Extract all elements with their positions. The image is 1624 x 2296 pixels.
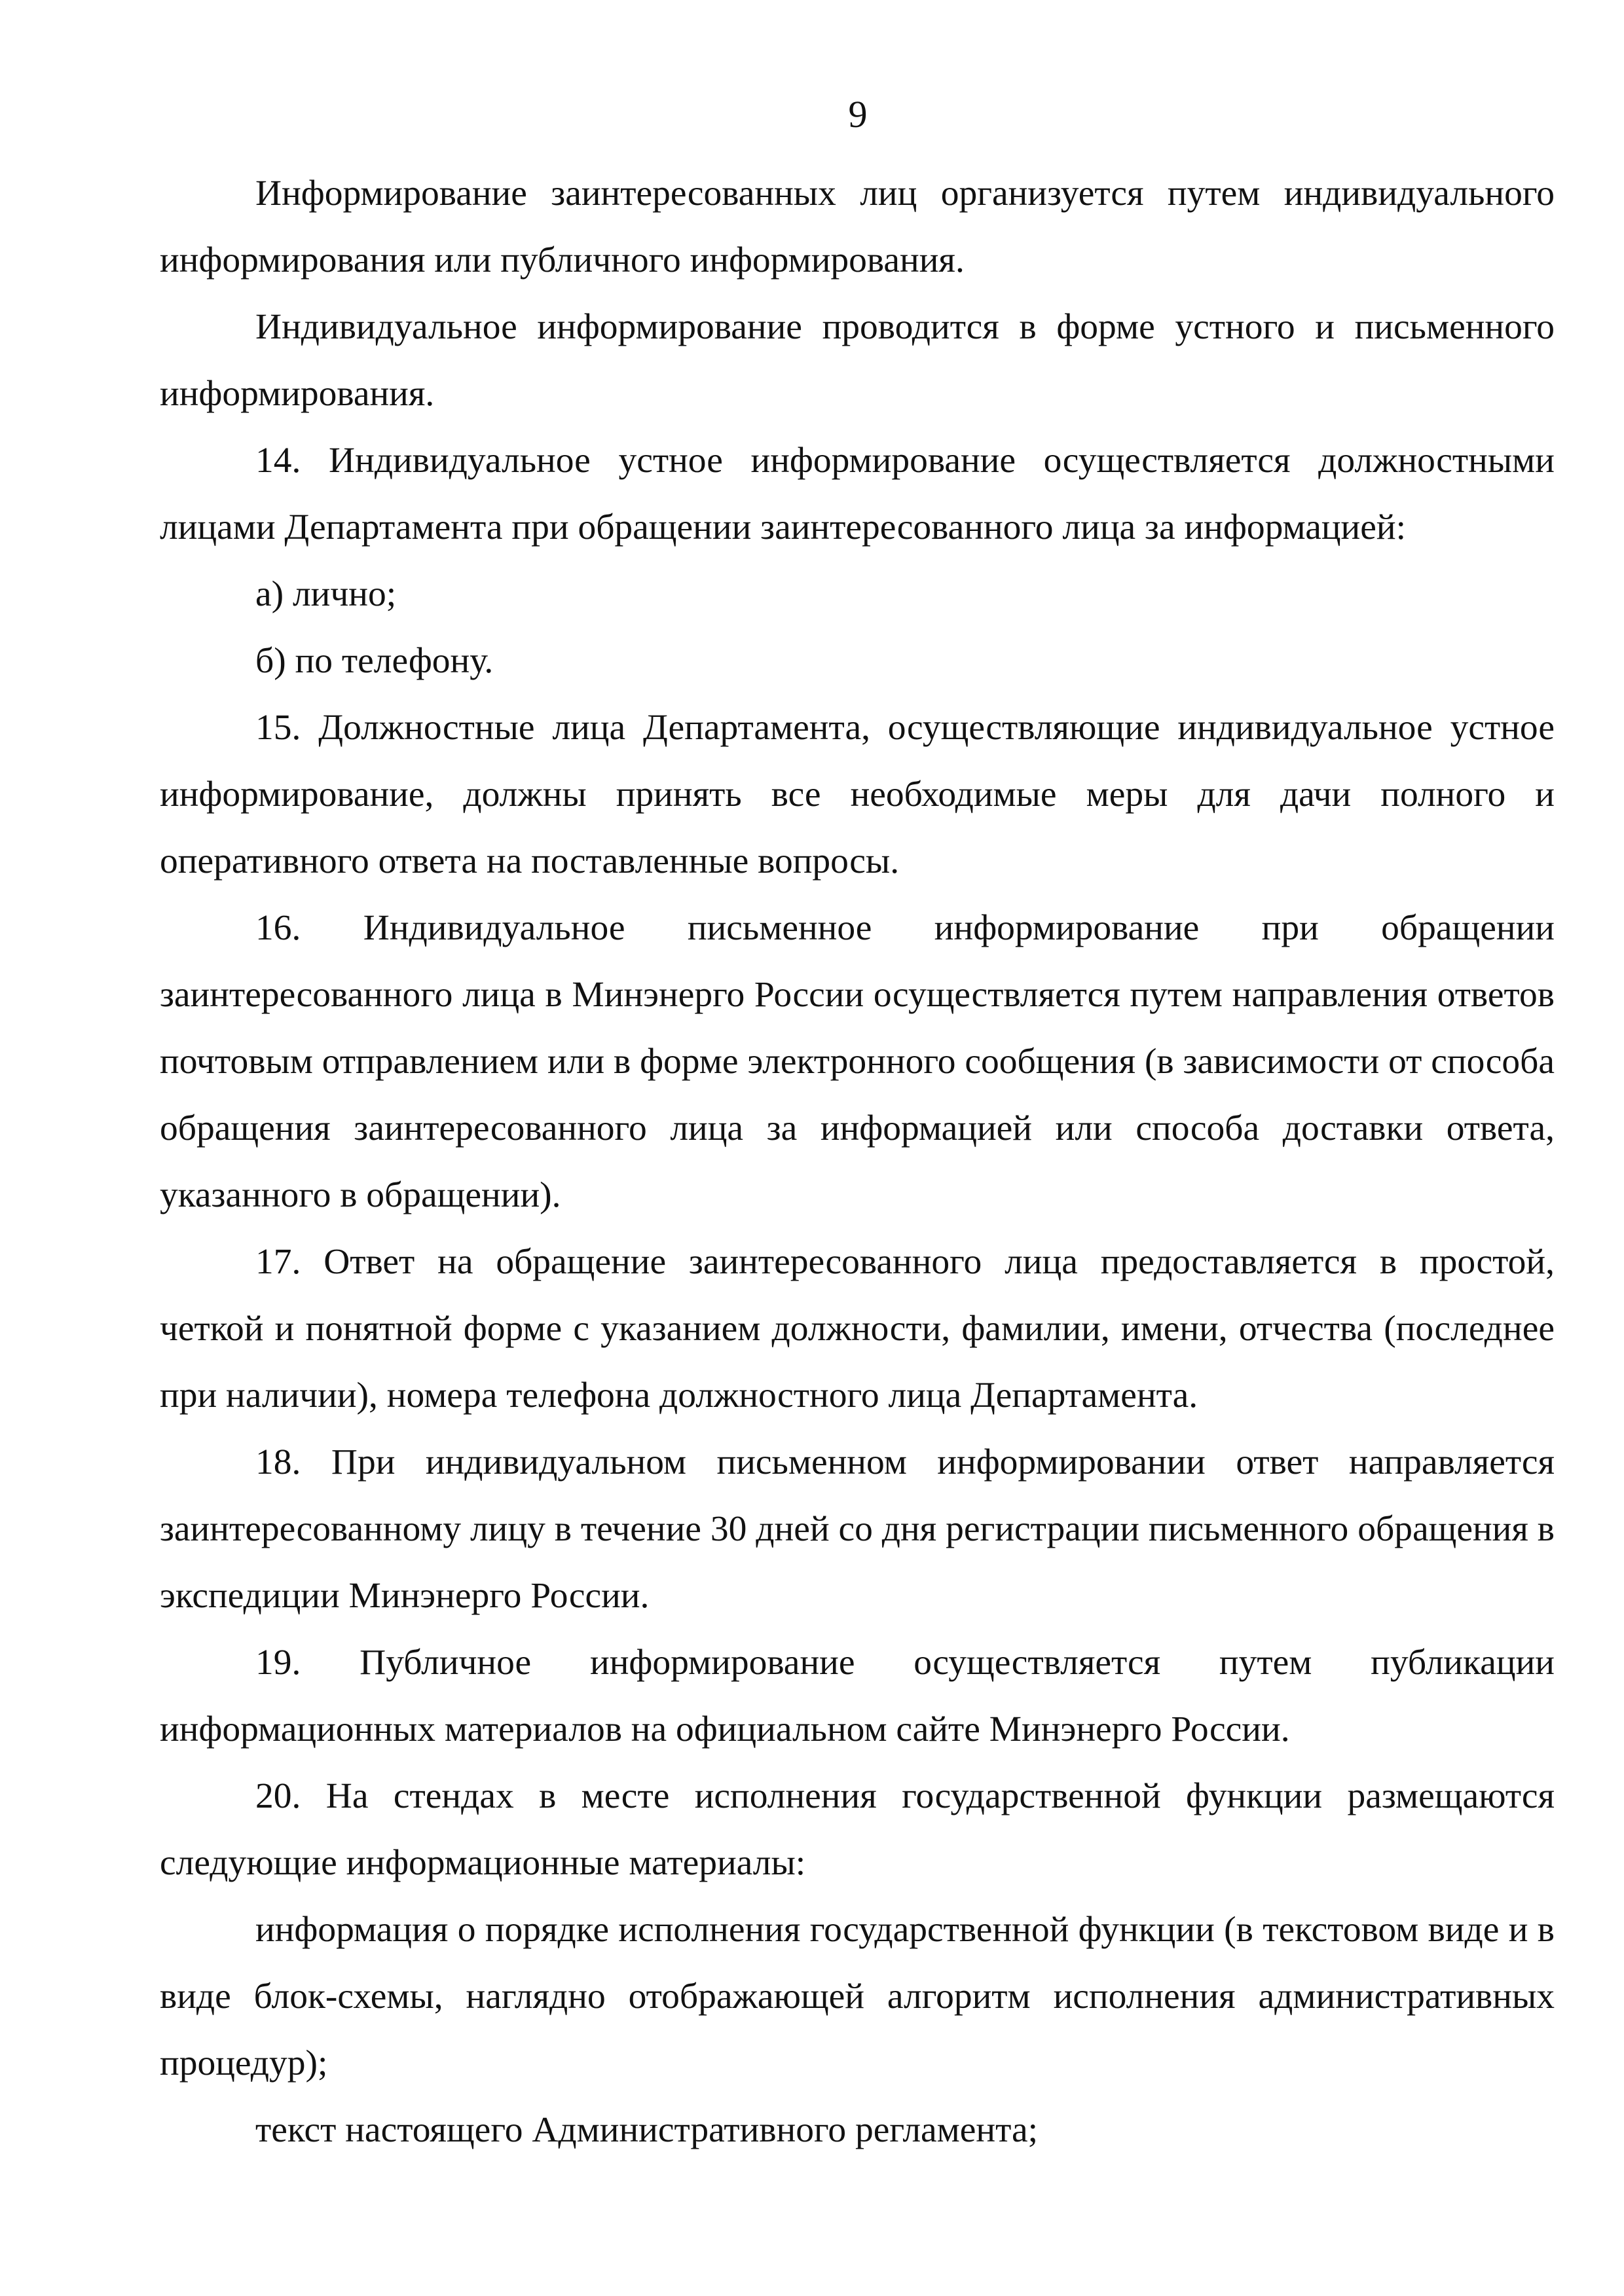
list-item-b: б) по телефону. [255,641,494,681]
page-number: 9 [848,93,868,136]
paragraph-19: 19. Публичное информирование осуществляется путем публикации информационных материалов на официальном сайте Минэнерго России. [160,1643,1555,1749]
paragraph-individual-informing: Индивидуальное информирование проводится в форме устного и письменного информирования. [160,307,1555,414]
list-item-a: а) лично; [255,574,397,614]
paragraph-20-item-text: текст настоящего Административного регламента; [255,2110,1039,2150]
paragraph-17: 17. Ответ на обращение заинтересованного лица предоставляется в простой, четкой и понятной форме с указанием должности, фамилии, имени, отчества (последнее при наличии), номера телефона должностного лица Департамента. [160,1242,1555,1415]
paragraph-informing-intro: Информирование заинтересованных лиц организуется путем индивидуального информирования или публичного информирования. [160,173,1555,280]
paragraph-16: 16. Индивидуальное письменное информирование при обращении заинтересованного лица в Минэнерго России осуществляется путем направления ответов почтовым отправлением или в форме электронного сообщения (в зависимости от способа обращения заинтересованного лица за информацией или способа доставки ответа, указанного в обращении). [160,908,1555,1215]
paragraph-15: 15. Должностные лица Департамента, осуществляющие индивидуальное устное информирование, должны принять все необходимые меры для дачи полного и оперативного ответа на поставленные вопросы. [160,708,1555,881]
paragraph-20-item-info: информация о порядке исполнения государственной функции (в текстовом виде и в виде блок-схемы, наглядно отображающей алгоритм исполнения административных процедур); [160,1910,1555,2083]
paragraph-18: 18. При индивидуальном письменном информировании ответ направляется заинтересованному лицу в течение 30 дней со дня регистрации письменного обращения в экспедиции Минэнерго России. [160,1442,1555,1616]
document-body [160,160,1555,2164]
paragraph-20: 20. На стендах в месте исполнения государственной функции размещаются следующие информационные материалы: [160,1776,1555,1883]
paragraph-14: 14. Индивидуальное устное информирование осуществляется должностными лицами Департамента при обращении заинтересованного лица за информацией: [160,441,1555,547]
